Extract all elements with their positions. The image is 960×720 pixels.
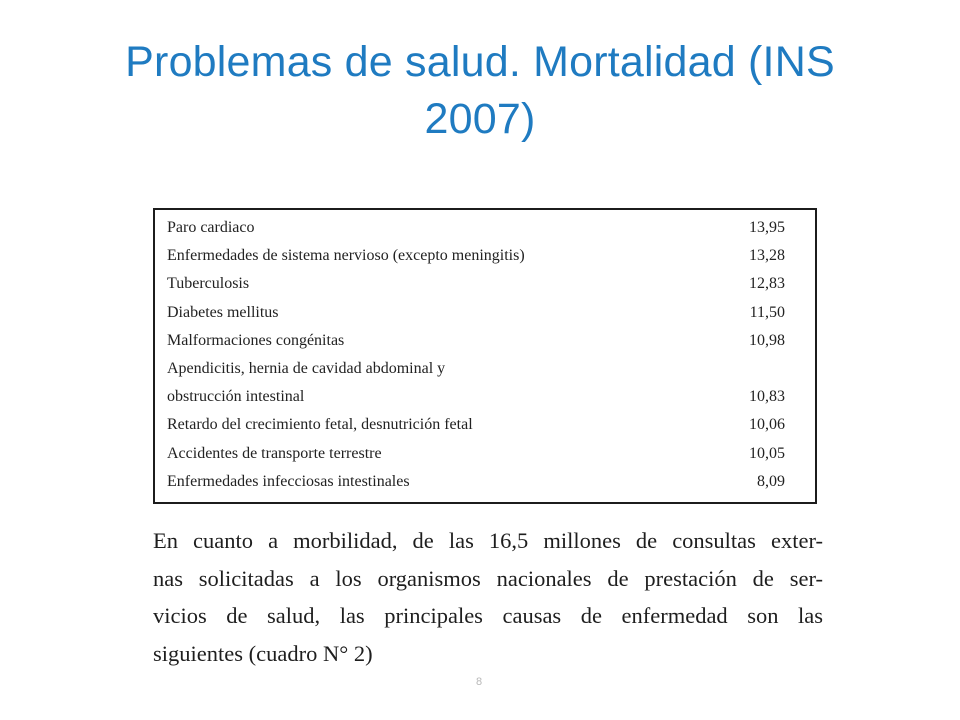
rate-value: 12,83 xyxy=(749,275,785,293)
cause-label: Enfermedades de sistema nervioso (excepto meningitis) xyxy=(167,247,525,265)
cause-label: Tuberculosis xyxy=(167,275,250,293)
rate-value: 13,28 xyxy=(749,247,785,265)
table-row xyxy=(167,468,793,496)
title-line-2: 2007) xyxy=(424,95,536,143)
cause-label: Paro cardiaco xyxy=(167,219,255,236)
cause-label: Diabetes mellitus xyxy=(167,303,279,321)
table-row xyxy=(167,327,793,355)
table-row xyxy=(167,355,793,383)
cause-label: Retardo del crecimiento fetal, desnutrición fetal xyxy=(167,416,473,434)
table-row xyxy=(167,440,793,468)
slide-title xyxy=(40,34,920,148)
page-number: 8 xyxy=(476,676,483,688)
cause-label: Apendicitis, hernia de cavidad abdominal y xyxy=(167,359,446,377)
mortality-table xyxy=(153,208,817,504)
table-row xyxy=(167,270,793,298)
table-row xyxy=(167,242,793,270)
rate-value: 13,95 xyxy=(749,219,785,236)
cause-label: obstrucción intestinal xyxy=(167,388,305,406)
table-row xyxy=(167,383,793,411)
morbidity-paragraph xyxy=(153,522,823,672)
cause-label: Malformaciones congénitas xyxy=(167,331,345,349)
cause-label: Accidentes de transporte terrestre xyxy=(167,444,382,462)
table-row xyxy=(167,299,793,327)
paragraph-line: siguientes (cuadro N° 2) xyxy=(153,640,373,666)
paragraph-line: vicios de salud, las principales causas de enfermedad son las xyxy=(153,603,823,628)
rate-value: 10,06 xyxy=(749,416,785,434)
table-row xyxy=(167,411,793,439)
paragraph-line: En cuanto a morbilidad, de las 16,5 millones de consultas exter- xyxy=(153,528,823,553)
cause-label: Enfermedades infecciosas intestinales xyxy=(167,472,410,490)
table-row xyxy=(167,214,793,242)
paragraph-line: nas solicitadas a los organismos nacionales de prestación de ser- xyxy=(153,565,823,591)
rate-value: 8,09 xyxy=(757,472,785,490)
rate-value: 10,98 xyxy=(749,331,785,349)
title-line-1: Problemas de salud. Mortalidad (INS xyxy=(125,38,835,86)
rate-value: 11,50 xyxy=(749,303,785,321)
rate-value: 10,83 xyxy=(749,388,785,406)
rate-value: 10,05 xyxy=(749,444,785,462)
